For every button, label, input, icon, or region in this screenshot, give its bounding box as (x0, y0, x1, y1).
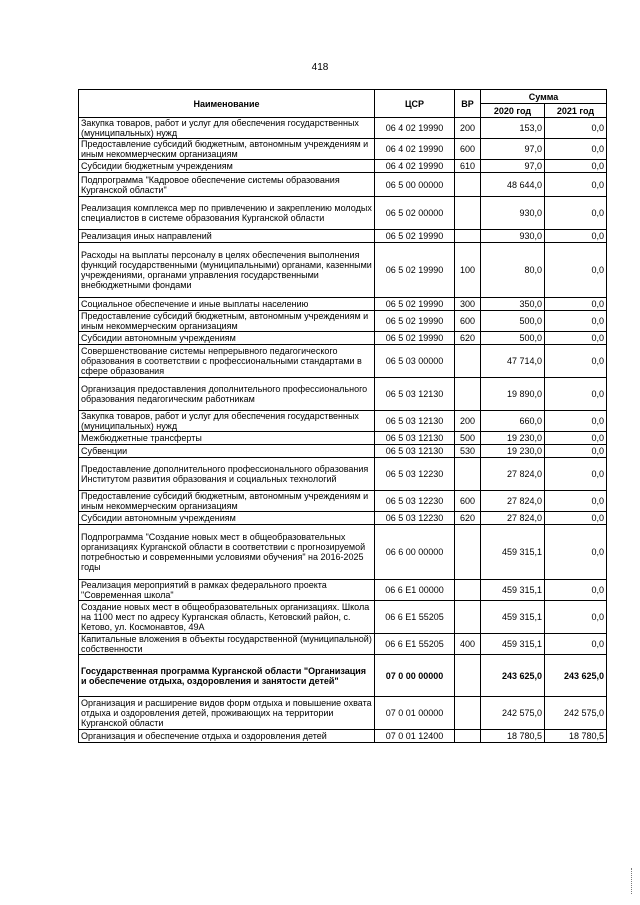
row-2021-cell: 0,0 (545, 634, 607, 655)
row-csr-cell: 06 5 02 19990 (375, 311, 455, 332)
row-csr-cell: 06 5 03 12130 (375, 378, 455, 411)
row-2020-cell: 48 644,0 (481, 173, 545, 197)
header-csr: ЦСР (375, 90, 455, 118)
row-vr-cell: 500 (455, 432, 481, 445)
row-2020-cell: 459 315,1 (481, 601, 545, 634)
row-2021-cell: 0,0 (545, 345, 607, 378)
row-2021-cell: 0,0 (545, 332, 607, 345)
row-2020-cell: 243 625,0 (481, 655, 545, 697)
row-name-cell: Капитальные вложения в объекты государственной (муниципальной) собственности (79, 634, 375, 655)
row-2021-cell: 0,0 (545, 491, 607, 512)
row-2020-cell: 27 824,0 (481, 512, 545, 525)
table-row (79, 345, 607, 378)
row-csr-cell: 06 5 03 00000 (375, 345, 455, 378)
page-number: 418 (311, 62, 329, 73)
row-csr-cell: 06 5 03 12230 (375, 491, 455, 512)
row-2021-cell: 243 625,0 (545, 655, 607, 697)
table-row (79, 730, 607, 743)
row-name-cell: Предоставление субсидий бюджетным, автономным учреждениям и иным некоммерческим организациям (79, 491, 375, 512)
row-csr-cell: 06 6 00 00000 (375, 525, 455, 580)
row-name-cell: Государственная программа Курганской области "Организация и обеспечение отдыха, оздоровления и занятости детей" (79, 655, 375, 697)
row-vr-cell (455, 458, 481, 491)
row-2020-cell: 459 315,1 (481, 634, 545, 655)
row-2021-cell: 0,0 (545, 230, 607, 243)
table-row (79, 432, 607, 445)
row-csr-cell: 06 5 03 12130 (375, 445, 455, 458)
row-2020-cell: 500,0 (481, 332, 545, 345)
row-name-cell: Субвенции (79, 445, 375, 458)
row-csr-cell: 06 5 02 00000 (375, 197, 455, 230)
row-csr-cell: 06 5 03 12230 (375, 512, 455, 525)
row-2020-cell: 80,0 (481, 243, 545, 298)
row-2020-cell: 459 315,1 (481, 525, 545, 580)
row-2021-cell: 0,0 (545, 243, 607, 298)
row-csr-cell: 06 4 02 19990 (375, 118, 455, 139)
row-name-cell: Предоставление субсидий бюджетным, автономным учреждениям и иным некоммерческим организациям (79, 311, 375, 332)
row-name-cell: Подпрограмма "Кадровое обеспечение системы образования Курганской области" (79, 173, 375, 197)
row-vr-cell: 600 (455, 139, 481, 160)
row-name-cell: Организация предоставления дополнительного профессионального образования педагогическим работникам (79, 378, 375, 411)
table-row (79, 298, 607, 311)
row-vr-cell (455, 601, 481, 634)
row-vr-cell: 400 (455, 634, 481, 655)
row-vr-cell (455, 730, 481, 743)
scan-edge-mark (631, 868, 634, 894)
table-row (79, 491, 607, 512)
row-csr-cell: 07 0 01 00000 (375, 697, 455, 730)
row-name-cell: Реализация мероприятий в рамках федерального проекта "Современная школа" (79, 580, 375, 601)
budget-table (78, 89, 607, 743)
table-row (79, 411, 607, 432)
row-2020-cell: 500,0 (481, 311, 545, 332)
row-2021-cell: 0,0 (545, 378, 607, 411)
table-row (79, 458, 607, 491)
row-csr-cell: 06 5 00 00000 (375, 173, 455, 197)
row-2020-cell: 459 315,1 (481, 580, 545, 601)
row-2021-cell: 0,0 (545, 298, 607, 311)
row-name-cell: Создание новых мест в общеобразовательных организациях. Школа на 1100 мест по адресу Курганская область, Кетовский район, с. Кетово, ул. Космонавтов, 49А (79, 601, 375, 634)
row-vr-cell: 530 (455, 445, 481, 458)
row-vr-cell: 620 (455, 512, 481, 525)
row-vr-cell: 600 (455, 311, 481, 332)
row-csr-cell: 06 5 02 19990 (375, 243, 455, 298)
row-csr-cell: 06 6 E1 55205 (375, 634, 455, 655)
row-name-cell: Реализация иных направлений (79, 230, 375, 243)
row-csr-cell: 06 5 02 19990 (375, 230, 455, 243)
row-name-cell: Предоставление субсидий бюджетным, автономным учреждениям и иным некоммерческим организациям (79, 139, 375, 160)
table-row (79, 445, 607, 458)
row-2021-cell: 0,0 (545, 411, 607, 432)
header-year-2021: 2021 год (545, 104, 607, 118)
row-2020-cell: 350,0 (481, 298, 545, 311)
row-2020-cell: 27 824,0 (481, 458, 545, 491)
row-csr-cell: 07 0 00 00000 (375, 655, 455, 697)
row-vr-cell: 200 (455, 118, 481, 139)
row-vr-cell (455, 378, 481, 411)
row-2021-cell: 0,0 (545, 601, 607, 634)
row-vr-cell (455, 345, 481, 378)
row-2021-cell: 242 575,0 (545, 697, 607, 730)
table-row (79, 601, 607, 634)
row-csr-cell: 06 5 02 19990 (375, 298, 455, 311)
row-2020-cell: 27 824,0 (481, 491, 545, 512)
row-name-cell: Подпрограмма "Создание новых мест в общеобразовательных организациях Курганской области в соответствии с прогнозируемой потребностью и современными условиями обучения" на 2016-2025 годы (79, 525, 375, 580)
row-2021-cell: 0,0 (545, 139, 607, 160)
row-2021-cell: 0,0 (545, 458, 607, 491)
table-row (79, 230, 607, 243)
row-2020-cell: 97,0 (481, 139, 545, 160)
row-2021-cell: 0,0 (545, 118, 607, 139)
row-2020-cell: 19 230,0 (481, 432, 545, 445)
row-2020-cell: 19 890,0 (481, 378, 545, 411)
row-vr-cell (455, 197, 481, 230)
header-name: Наименование (79, 90, 375, 118)
header-sum: Сумма (481, 90, 607, 104)
row-2020-cell: 153,0 (481, 118, 545, 139)
row-2021-cell: 0,0 (545, 160, 607, 173)
row-2021-cell: 0,0 (545, 525, 607, 580)
table-row (79, 118, 607, 139)
table-row (79, 139, 607, 160)
row-vr-cell: 620 (455, 332, 481, 345)
row-name-cell: Закупка товаров, работ и услуг для обеспечения государственных (муниципальных) нужд (79, 118, 375, 139)
row-name-cell: Субсидии автономным учреждениям (79, 332, 375, 345)
row-2020-cell: 242 575,0 (481, 697, 545, 730)
row-csr-cell: 06 5 02 19990 (375, 332, 455, 345)
row-2020-cell: 930,0 (481, 197, 545, 230)
row-csr-cell: 06 6 E1 55205 (375, 601, 455, 634)
table-body (79, 118, 607, 743)
table-row (79, 173, 607, 197)
row-2021-cell: 0,0 (545, 432, 607, 445)
row-csr-cell: 06 5 03 12230 (375, 458, 455, 491)
row-2021-cell: 0,0 (545, 197, 607, 230)
row-2021-cell: 0,0 (545, 580, 607, 601)
table-row (79, 634, 607, 655)
row-vr-cell (455, 173, 481, 197)
row-2021-cell: 0,0 (545, 512, 607, 525)
row-vr-cell: 600 (455, 491, 481, 512)
row-name-cell: Предоставление дополнительного профессионального образования Институтом развития образования и социальных технологий (79, 458, 375, 491)
table-row (79, 512, 607, 525)
row-name-cell: Расходы на выплаты персоналу в целях обеспечения выполнения функций государственными (муниципальными) органами, казенными учреждениями, органами управления государственными внебюджетными фондами (79, 243, 375, 298)
row-2021-cell: 18 780,5 (545, 730, 607, 743)
header-vr: ВР (455, 90, 481, 118)
table-row (79, 525, 607, 580)
row-2020-cell: 19 230,0 (481, 445, 545, 458)
row-csr-cell: 06 5 03 12130 (375, 411, 455, 432)
row-vr-cell (455, 655, 481, 697)
row-csr-cell: 07 0 01 12400 (375, 730, 455, 743)
table-row (79, 378, 607, 411)
row-2021-cell: 0,0 (545, 311, 607, 332)
row-name-cell: Межбюджетные трансферты (79, 432, 375, 445)
row-2020-cell: 660,0 (481, 411, 545, 432)
table-row (79, 580, 607, 601)
table-row (79, 697, 607, 730)
table-row (79, 311, 607, 332)
row-csr-cell: 06 4 02 19990 (375, 139, 455, 160)
header-year-2020: 2020 год (481, 104, 545, 118)
row-name-cell: Закупка товаров, работ и услуг для обеспечения государственных (муниципальных) нужд (79, 411, 375, 432)
row-vr-cell: 100 (455, 243, 481, 298)
row-name-cell: Организация и обеспечение отдыха и оздоровления детей (79, 730, 375, 743)
row-name-cell: Реализация комплекса мер по привлечению и закреплению молодых специалистов в системе образования Курганской области (79, 197, 375, 230)
row-vr-cell (455, 580, 481, 601)
row-2020-cell: 930,0 (481, 230, 545, 243)
row-vr-cell: 200 (455, 411, 481, 432)
row-name-cell: Совершенствование системы непрерывного педагогического образования в соответствии с профессиональными стандартами в сфере образования (79, 345, 375, 378)
row-2021-cell: 0,0 (545, 173, 607, 197)
row-2020-cell: 97,0 (481, 160, 545, 173)
table-row (79, 160, 607, 173)
row-name-cell: Социальное обеспечение и иные выплаты населению (79, 298, 375, 311)
row-vr-cell: 610 (455, 160, 481, 173)
row-vr-cell (455, 697, 481, 730)
row-2020-cell: 47 714,0 (481, 345, 545, 378)
row-csr-cell: 06 4 02 19990 (375, 160, 455, 173)
row-csr-cell: 06 6 E1 00000 (375, 580, 455, 601)
table-row (79, 243, 607, 298)
row-2021-cell: 0,0 (545, 445, 607, 458)
table-row (79, 197, 607, 230)
row-name-cell: Субсидии автономным учреждениям (79, 512, 375, 525)
row-vr-cell (455, 525, 481, 580)
table-row (79, 332, 607, 345)
table-row (79, 655, 607, 697)
row-vr-cell: 300 (455, 298, 481, 311)
row-name-cell: Организация и расширение видов форм отдыха и повышение охвата отдыха и оздоровления детей, проживающих на территории Курганской области (79, 697, 375, 730)
row-name-cell: Субсидии бюджетным учреждениям (79, 160, 375, 173)
row-csr-cell: 06 5 03 12130 (375, 432, 455, 445)
row-vr-cell (455, 230, 481, 243)
row-2020-cell: 18 780,5 (481, 730, 545, 743)
